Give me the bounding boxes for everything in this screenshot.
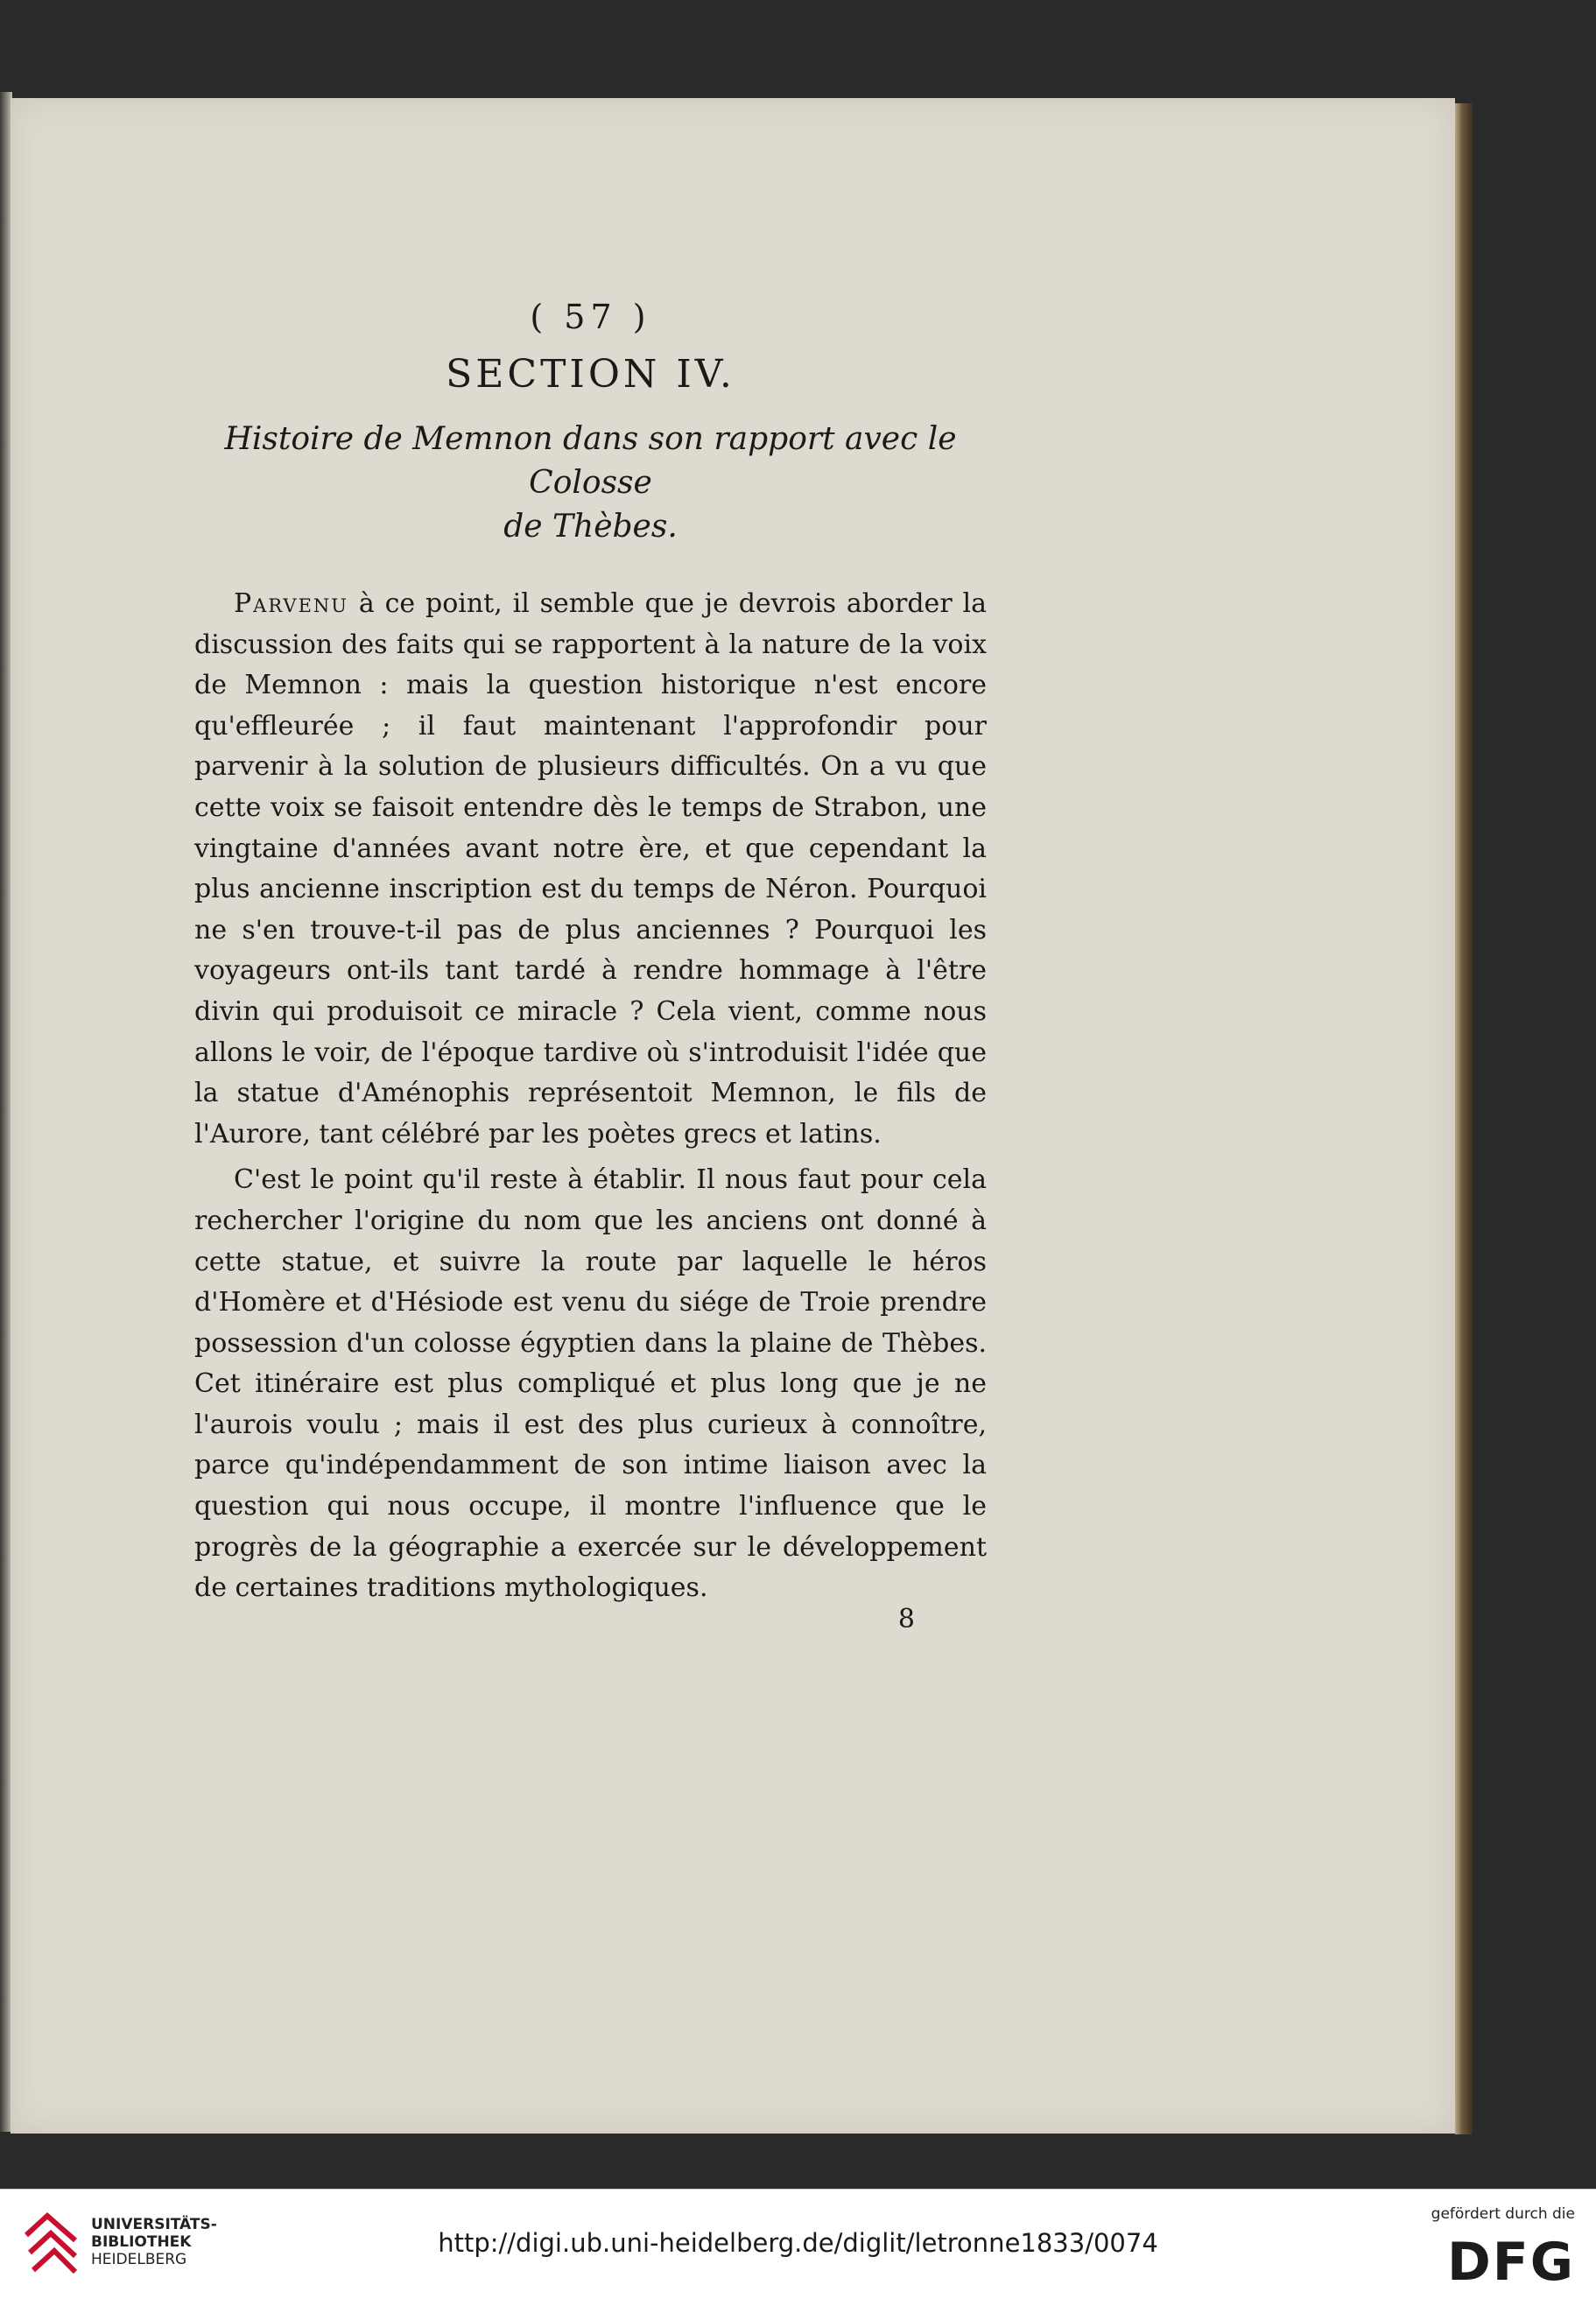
paragraph-2: C'est le point qu'il reste à établir. Il nous faut pour cela rechercher l'origine du nom que les anciens ont donné à cette statue, et suivre la route par laquelle le héros d'Homère et d'Hésiode est venu du siége de Troie prendre possession d'un colosse égyptien dans la plaine de Thèbes. Cet itinéraire est plus compliqué et plus long que je ne l'aurois voulu ; mais il est des plus curieux à connoître, parce qu'indépendamment de son intime liaison avec la question qui nous occupe, il montre l'influence que le progrès de la géographie a exercée sur le développement de certaines traditions mythologiques.: [194, 1164, 987, 1604]
signature-mark: 8: [897, 1603, 915, 1635]
section-subtitle: [194, 418, 987, 549]
subtitle-line-2: de Thèbes.: [503, 509, 678, 545]
subtitle-line-1: Histoire de Memnon dans son rapport avec le Colosse: [224, 421, 957, 501]
page-stack-edge: [1455, 103, 1473, 2134]
section-title: SECTION IV.: [446, 352, 735, 397]
library-name-line-1: UNIVERSITÄTS-: [91, 2216, 217, 2233]
page-number: ( 57 ): [530, 298, 651, 336]
library-name-line-3: HEIDELBERG: [91, 2251, 187, 2268]
viewer-footer: [0, 2189, 1596, 2306]
library-name-line-2: BIBLIOTHEK: [91, 2233, 192, 2251]
paragraph-1-text: à ce point, il semble que je devrois aborder la discussion des faits qui se rapportent à la nature de la voix de Memnon : mais la question historique n'est encore qu'effleurée ; il faut maintenant l'approfondir pour parvenir à la solution de plusieurs difficultés. On a vu que cette voix se faisoit entendre dès le temps de Strabon, une vingtaine d'années avant notre ère, et que cependant la plus ancienne inscription est du temps de Néron. Pourquoi ne s'en trouve-t-il pas de plus anciennes ? Pourquoi les voyageurs ont-ils tant tardé à rendre hommage à l'être divin qui produisoit ce miracle ? Cela vient, comme nous allons le voir, de l'époque tardive où s'introduisit l'idée que la statue d'Aménophis représentoit Memnon, le fils de l'Aurore, tant célébré par les poètes grecs et latins.: [194, 588, 987, 1149]
dfg-logo: DFG: [1446, 2232, 1575, 2293]
paragraph-1: [194, 584, 987, 1155]
paragraph-1-lead: Parvenu: [234, 588, 348, 619]
page-text: [194, 298, 987, 1635]
permalink-url[interactable]: http://digi.ub.uni-heidelberg.de/diglit/letronne1833/0074: [438, 2228, 1158, 2258]
funding-caption: gefördert durch die: [1431, 2205, 1575, 2223]
